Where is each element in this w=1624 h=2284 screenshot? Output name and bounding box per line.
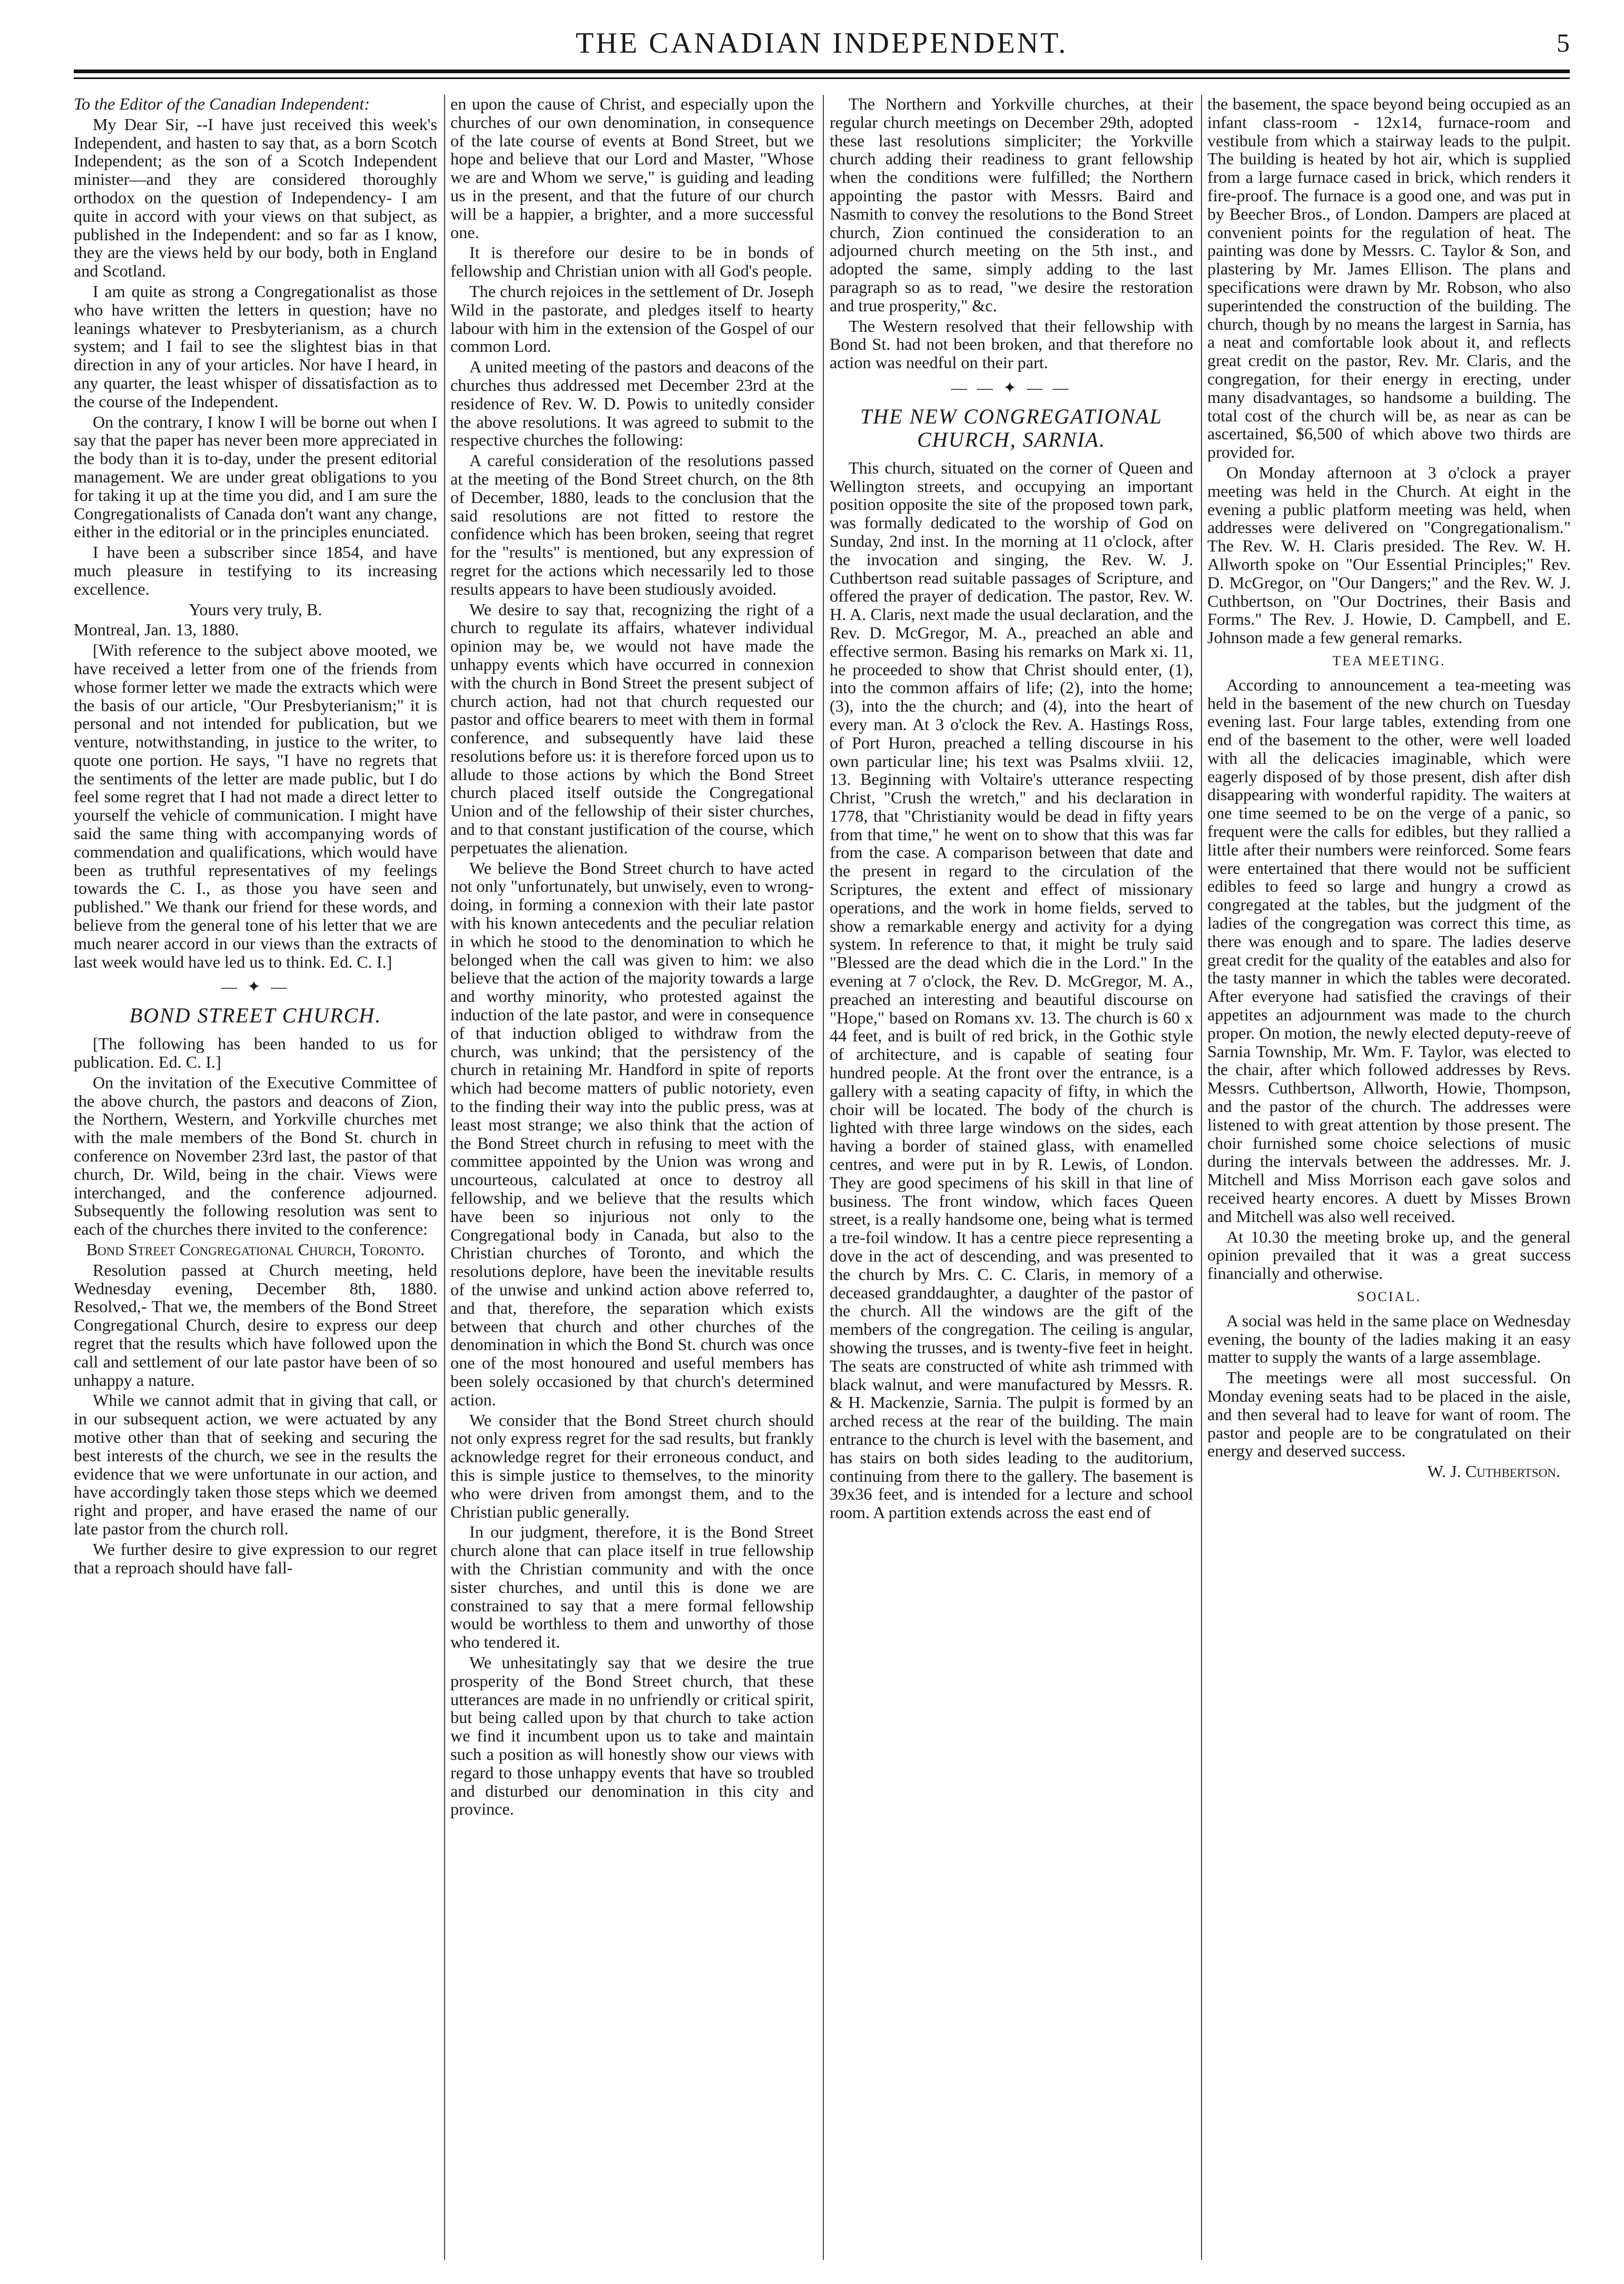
paragraph: We believe the Bond Street church to have acted not only "unfortunately, but unwisely, even to wrong-doing, in forming a connexion with their late pastor with his known antecedents and the peculiar relation in which he stood to the denomination to which he belonged when the call was given to him: we also believe that the action of the majority towards a large and worthy minority, who protested against the induction of the late pastor, and were in consequence of that induction obliged to withdraw from the church, was unkind; that the persistency of the church in retaining Mr. Handford in spite of reports which had become matters of public notoriety, even to the finding their way into the public press, was at least most strange; we also think that the action of the Bond Street church in refusing to meet with the committee appointed by the Union was wrong and uncourteous, calculated at once to destroy all fellowship, and we believe that the results which have been so injurious not only to the Congregational body in Canada, but also to the Christian churches of Toronto, and which the resolutions deplore, have been the inevitable results of the unwise and unkind action above referred to, and that, therefore, the separation which exists between that church and other churches of the denomination in which the Bond St. church was once one of the most honoured and useful members has been solely occasioned by that church's determined action.	[450, 858, 814, 1409]
article-signature: W. J. Cuthbertson.	[1427, 1462, 1560, 1481]
paragraph: I am quite as strong a Congregationalist as those who have written the letters in question; have no leanings whatever to Presbyterianism, as a church system; and I fail to see the slightest bias in that direction in any of your articles. Nor have I heard, in any quarter, the least whisper of dissatisfaction as to the course of the Independent.	[74, 281, 437, 411]
column-1	[74, 95, 437, 2260]
resolution-heading: Bond Street Congregational Church, Toronto.	[86, 1240, 425, 1259]
paragraph: We consider that the Bond Street church should not only express regret for the sad results, but frankly acknowledge regret for their erroneous conduct, and this is simple justice to themselves, to the minority who were driven from amongst them, and to the Christian public generally.	[450, 1410, 814, 1521]
section-ornament: — ✦ —	[221, 978, 290, 996]
paragraph: A social was held in the same place on Wednesday evening, the bounty of the ladies making it an easy matter to supply the wants of a large assemblage.	[1207, 1311, 1571, 1367]
paragraph: Resolution passed at Church meeting, held Wednesday evening, December 8th, 1880. Resolved,- That we, the members of the Bond Street Congregational Church, desire to express our deep regret that the results which have followed upon the call and settlement of our late pastor have been of so unhappy a nature.	[74, 1260, 437, 1390]
paragraph: It is therefore our desire to be in bonds of fellowship and Christian union with all God's people.	[450, 243, 814, 281]
column-3	[830, 95, 1193, 2260]
column-divider	[823, 95, 824, 2260]
paragraph: On the invitation of the Executive Committee of the above church, the pastors and deacons of Zion, the Northern, Western, and Yorkville churches met with the male members of the Bond St. church in conference on November 23rd last, the pastor of that church, Dr. Wild, being in the chair. Views were interchanged, and the conference adjourned. Subsequently the following resolution was sent to each of the churches there invited to the conference:	[74, 1072, 437, 1239]
column-2	[450, 95, 814, 2260]
section-ornament: — — ✦ — —	[951, 379, 1072, 397]
header-rule-thick	[74, 70, 1570, 73]
paragraph: This church, situated on the corner of Queen and Wellington streets, and occupying an important position opposite the site of the proposed town park, was formally dedicated to the worship of God on Sunday, 2nd inst. In the morning at 11 o'clock, after the invocation and singing, the Rev. W. J. Cuthbertson read suitable passages of Scripture, and offered the prayer of dedication. The pastor, Rev. W. H. A. Claris, next made the usual declaration, and the Rev. D. McGregor, M. A., preached an able and effective sermon. Basing his remarks on Mark xi. 11, he proceeded to show that Christ should enter, (1), into the common affairs of life; (2), into the home; (3), into the the church; and (4), into the heart of every man. At 3 o'clock the Rev. A. Hastings Ross, of Port Huron, preached a telling discourse in his own particular line; his text was Psalms xlviii. 12, 13. Beginning with Voltaire's utterance respecting Christ, "Crush the wretch," and his declaration in 1778, that "Christianity would be dead in fifty years from that time," he went on to show that this was far from the case. A comparison between that date and the present in regard to the circulation of the Scriptures, the extent and effect of missionary operations, and the work in home fields, served to show a remarkable energy and activity for a dying system. In reference to that, it might be truly said "Blessed are the dead which die in the Lord." In the evening at 7 o'clock, the Rev. D. McGregor, M. A., preached an interesting and beautiful discourse on "Hope," based on Romans xv. 13. The church is 60 x 44 feet, and is built of red brick, in the Gothic style of architecture, and is capable of seating four hundred people. At the front over the entrance, is a gallery with a seating capacity of fifty, in which the choir will be located. The body of the church is lighted with three large windows on the sides, each having a border of stained glass, with enamelled centres, and were put in by R. Lewis, of London. They are good specimens of his skill in that line of business. The front window, which faces Queen street, is a really handsome one, being what is termed a tre-foil window. It has a centre piece representing a dove in the act of descending, and was presented to the church by Mrs. C. C. Claris, in memory of a deceased granddaughter, a daughter of the pastor of the church. All the windows are the gift of the members of the congregation. The ceiling is angular, showing the trusses, and is twenty-five feet in height. The seats are constructed of white ash trimmed with black walnut, and were manufactured by Messrs. R. & H. Mackenzie, Sarnia. The pulpit is formed by an arched recess at the rear of the building. The main entrance to the church is level with the basement, and has stairs on both sides leading to the auditorium, continuing from there to the gallery. The basement is 39x36 feet, and is intended for a lecture and school room. A partition extends across the east end of	[830, 458, 1193, 1522]
newspaper-title: THE CANADIAN INDEPENDENT.	[575, 27, 1068, 60]
subsection-heading: SOCIAL.	[1357, 1289, 1421, 1304]
paragraph: A careful consideration of the resolutions passed at the meeting of the Bond Street church, on the 8th of December, 1880, leads to the conclusion that the said resolutions are not fitted to restore the confidence which has been broken, seeing that regret for the "results" is mentioned, but any expression of regret for the actions which necessarily led to those results appears to have been studiously avoided.	[450, 451, 814, 598]
paragraph: We desire to say that, recognizing the right of a church to regulate its affairs, whatever individual opinion may be, we would not have made the unhappy events which have occurred in connexion with the church in Bond Street the present subject of church action, had not that church requested our pastor and office bearers to meet with them in formal conference, and subsequently have laid these resolutions before us: it is therefore forced upon us to allude to those actions by which the Bond Street church placed itself outside the Congregational Union and of the fellowship of their sister churches, and to that constant justification of the course, which perpetuates the alienation.	[450, 599, 814, 857]
column-divider	[1201, 95, 1202, 2260]
paragraph: My Dear Sir, --I have just received this week's Independent, and hasten to say that, as a born Scotch Independent; as the son of a Scotch Independent minister—and they are considered thoroughly orthodox on the question of Independency- I am quite in accord with your views on that subject, as published in the Independent: and so far as I know, they are the views held by our body, both in England and Scotland.	[74, 114, 437, 281]
paragraph: We unhesitatingly say that we desire the true prosperity of the Bond Street church, that these utterances are made in no unfriendly or critical spirit, but being called upon by that church to take action we find it incumbent upon us to take and maintain such a position as will honestly show our views with regard to those unhappy events that have so troubled and disturbed our denomination in this city and province.	[450, 1652, 814, 1819]
paragraph: At 10.30 the meeting broke up, and the general opinion prevailed that it was a great success financially and otherwise.	[1207, 1227, 1571, 1283]
letter-salutation: To the Editor of the Canadian Independent:	[74, 95, 370, 113]
paragraph: The Northern and Yorkville churches, at their regular church meetings on December 29th, adopted these last resolutions simpliciter; the Yorkville church adding their readiness to grant fellowship when the conditions were fulfilled; the Northern appointing the pastor with Messrs. Baird and Nasmith to convey the resolutions to the Bond Street church, Zion continued the consideration to an adjourned church meeting on the 5th inst., and adopted the same, simply adding to the last paragraph so as to read, "we desire the restoration and true prosperity," &c.	[830, 95, 1193, 315]
header-rule-thin	[74, 77, 1570, 79]
page-number: 5	[1557, 28, 1570, 57]
paragraph: On the contrary, I know I will be borne out when I say that the paper has never been more appreciated in the body than it is to-day, under the present editorial management. We are under great obligations to you for taking it up at the time you did, and I am sure the Congregationalists of Canada don't want any change, either in the editorial or in the principles enunciated.	[74, 412, 437, 542]
column-4	[1207, 95, 1571, 2260]
paragraph: A united meeting of the pastors and deacons of the churches thus addressed met December 23rd at the residence of Rev. W. D. Powis to unitedly consider the above resolutions. It was agreed to submit to the respective churches the following:	[450, 357, 814, 450]
subsection-heading: TEA MEETING.	[1332, 653, 1446, 668]
letter-dateline: Montreal, Jan. 13, 1880.	[74, 620, 239, 639]
paragraph: The church rejoices in the settlement of Dr. Joseph Wild in the pastorate, and pledges itself to hearty labour with him in the extension of the Gospel of our common Lord.	[450, 281, 814, 356]
paragraph: I have been a subscriber since 1854, and have much pleasure in testifying to its increasing excellence.	[74, 543, 437, 598]
paragraph: In our judgment, therefore, it is the Bond Street church alone that can place itself in true fellowship with the Christian community and with the once sister churches, and until this is done we are constrained to say that a mere formal fellowship would be worthless to them and unworthy of those who tendered it.	[450, 1522, 814, 1652]
section-heading: THE NEW CONGREGATIONAL CHURCH, SARNIA.	[860, 404, 1163, 451]
paragraph: [The following has been handed to us for publication. Ed. C. I.]	[74, 1034, 437, 1072]
editor-note: [With reference to the subject above mooted, we have received a letter from one of the friends from whose former letter we made the extracts which were the basis of our article, "Our Presbyterianism;" it is personal and not intended for publication, but we venture, notwithstanding, in justice to the writer, to quote one portion. He says, "I have no regrets that the sentiments of the letter are made public, but I do feel some regret that I had not made a direct letter to yourself the vehicle of communication. I might have said the same thing with accompanying words of commendation and qualifications, which would have been as truthful representatives of my feelings towards the C. I., as those you have seen and published." We thank our friend for these words, and believe from the general tone of his letter that we are much nearer accord in our views than the extracts of last week would have led us to think. Ed. C. I.]	[74, 641, 437, 971]
section-heading: BOND STREET CHURCH.	[129, 1003, 382, 1028]
paragraph: The meetings were all most successful. On Monday evening seats had to be placed in the aisle, and then several had to leave for want of room. The pastor and people are to be congratulated on their energy and deserved success.	[1207, 1368, 1571, 1461]
paragraph: According to announcement a tea-meeting was held in the basement of the new church on Tuesday evening last. Four large tables, extending from one end of the basement to the other, were well loaded with all the delicacies imaginable, which were eagerly disposed of by those present, dish after dish disappearing with wonderful rapidity. The waiters at one time seemed to be on the verge of a panic, so frequent were the calls for edibles, but they rallied a little after their numbers were reinforced. Some fears were entertained that there would not be sufficient edibles to feed so large and hungry a crowd as congregated at the tables, but the judgment of the ladies of the congregation was correct this time, as there was enough and to spare. The ladies deserve great credit for the quality of the eatables and also for the tasty manner in which the tables were decorated. After everyone had satisfied the cravings of their appetites an adjournment was made to the church proper. On motion, the newly elected deputy-reeve of Sarnia Township, Mr. Wm. F. Taylor, was elected to the chair, after which followed addresses by Revs. Messrs. Cuthbertson, Allworth, Howie, Thompson, and the pastor of the church. The addresses were listened to with great attention by those present. The choir furnished some choice selections of music during the intervals between the addresses. Mr. J. Mitchell and Miss Morrison each gave solos and received hearty encores. A duett by Misses Brown and Mitchell was also well received.	[1207, 675, 1571, 1226]
paragraph: On Monday afternoon at 3 o'clock a prayer meeting was held in the Church. At eight in the evening a public platform meeting was held, when addresses were delivered on "Congregationalism." The Rev. W. H. Claris presided. The Rev. W. H. Allworth spoke on "Our Essential Principles;" Rev. D. McGregor, on "Our Dangers;" and the Rev. W. J. Cuthbertson, on "Our Doctrines, their Basis and Forms." The Rev. J. Howie, D. Campbell, and E. Johnson made a few general remarks.	[1207, 462, 1571, 647]
paragraph: While we cannot admit that in giving that call, or in our subsequent action, we were actuated by any motive other than that of seeking and securing the best interests of the church, we see in the results the evidence that we were unfortunate in our action, and have accordingly taken those steps which we deemed right and proper, and have erased the name of our late pastor from the church roll.	[74, 1391, 437, 1538]
letter-closing: Yours very truly, B.	[189, 599, 322, 619]
page-header	[74, 21, 1570, 63]
column-divider	[444, 95, 445, 2260]
paragraph: We further desire to give expression to our regret that a reproach should have fall-	[74, 1539, 437, 1577]
paragraph: the basement, the space beyond being occupied as an infant class-room - 12x14, furnace-room and vestibule from which a stairway leads to the pulpit. The building is heated by hot air, which is supplied from a large furnace cased in brick, which renders it fire-proof. The furnace is a good one, and was put in by Beecher Bros., of London. Dampers are placed at convenient points for the regulation of heat. The painting was done by Messrs. C. Taylor & Son, and plastering by Mr. James Ellison. The plans and specifications were drawn by Mr. Robson, who also superintended the construction of the building. The church, though by no means the largest in Sarnia, has a neat and comfortable look about it, and reflects great credit on the pastor, Rev. Mr. Claris, and the congregation, for their energy in erecting, under many disadvantages, so handsome a building. The total cost of the church will be, as near as can be ascertained, $6,500 of which above two thirds are provided for.	[1207, 95, 1571, 462]
paragraph: en upon the cause of Christ, and especially upon the churches of our own denomination, in consequence of the late course of events at Bond Street, but we hope and believe that our Lord and Master, "Whose we are and Whom we serve," is guiding and leading us in the present, and that the future of our church will be a happier, a brighter, and a more successful one.	[450, 95, 814, 242]
paragraph: The Western resolved that their fellowship with Bond St. had not been broken, and that therefore no action was needful on their part.	[830, 316, 1193, 372]
